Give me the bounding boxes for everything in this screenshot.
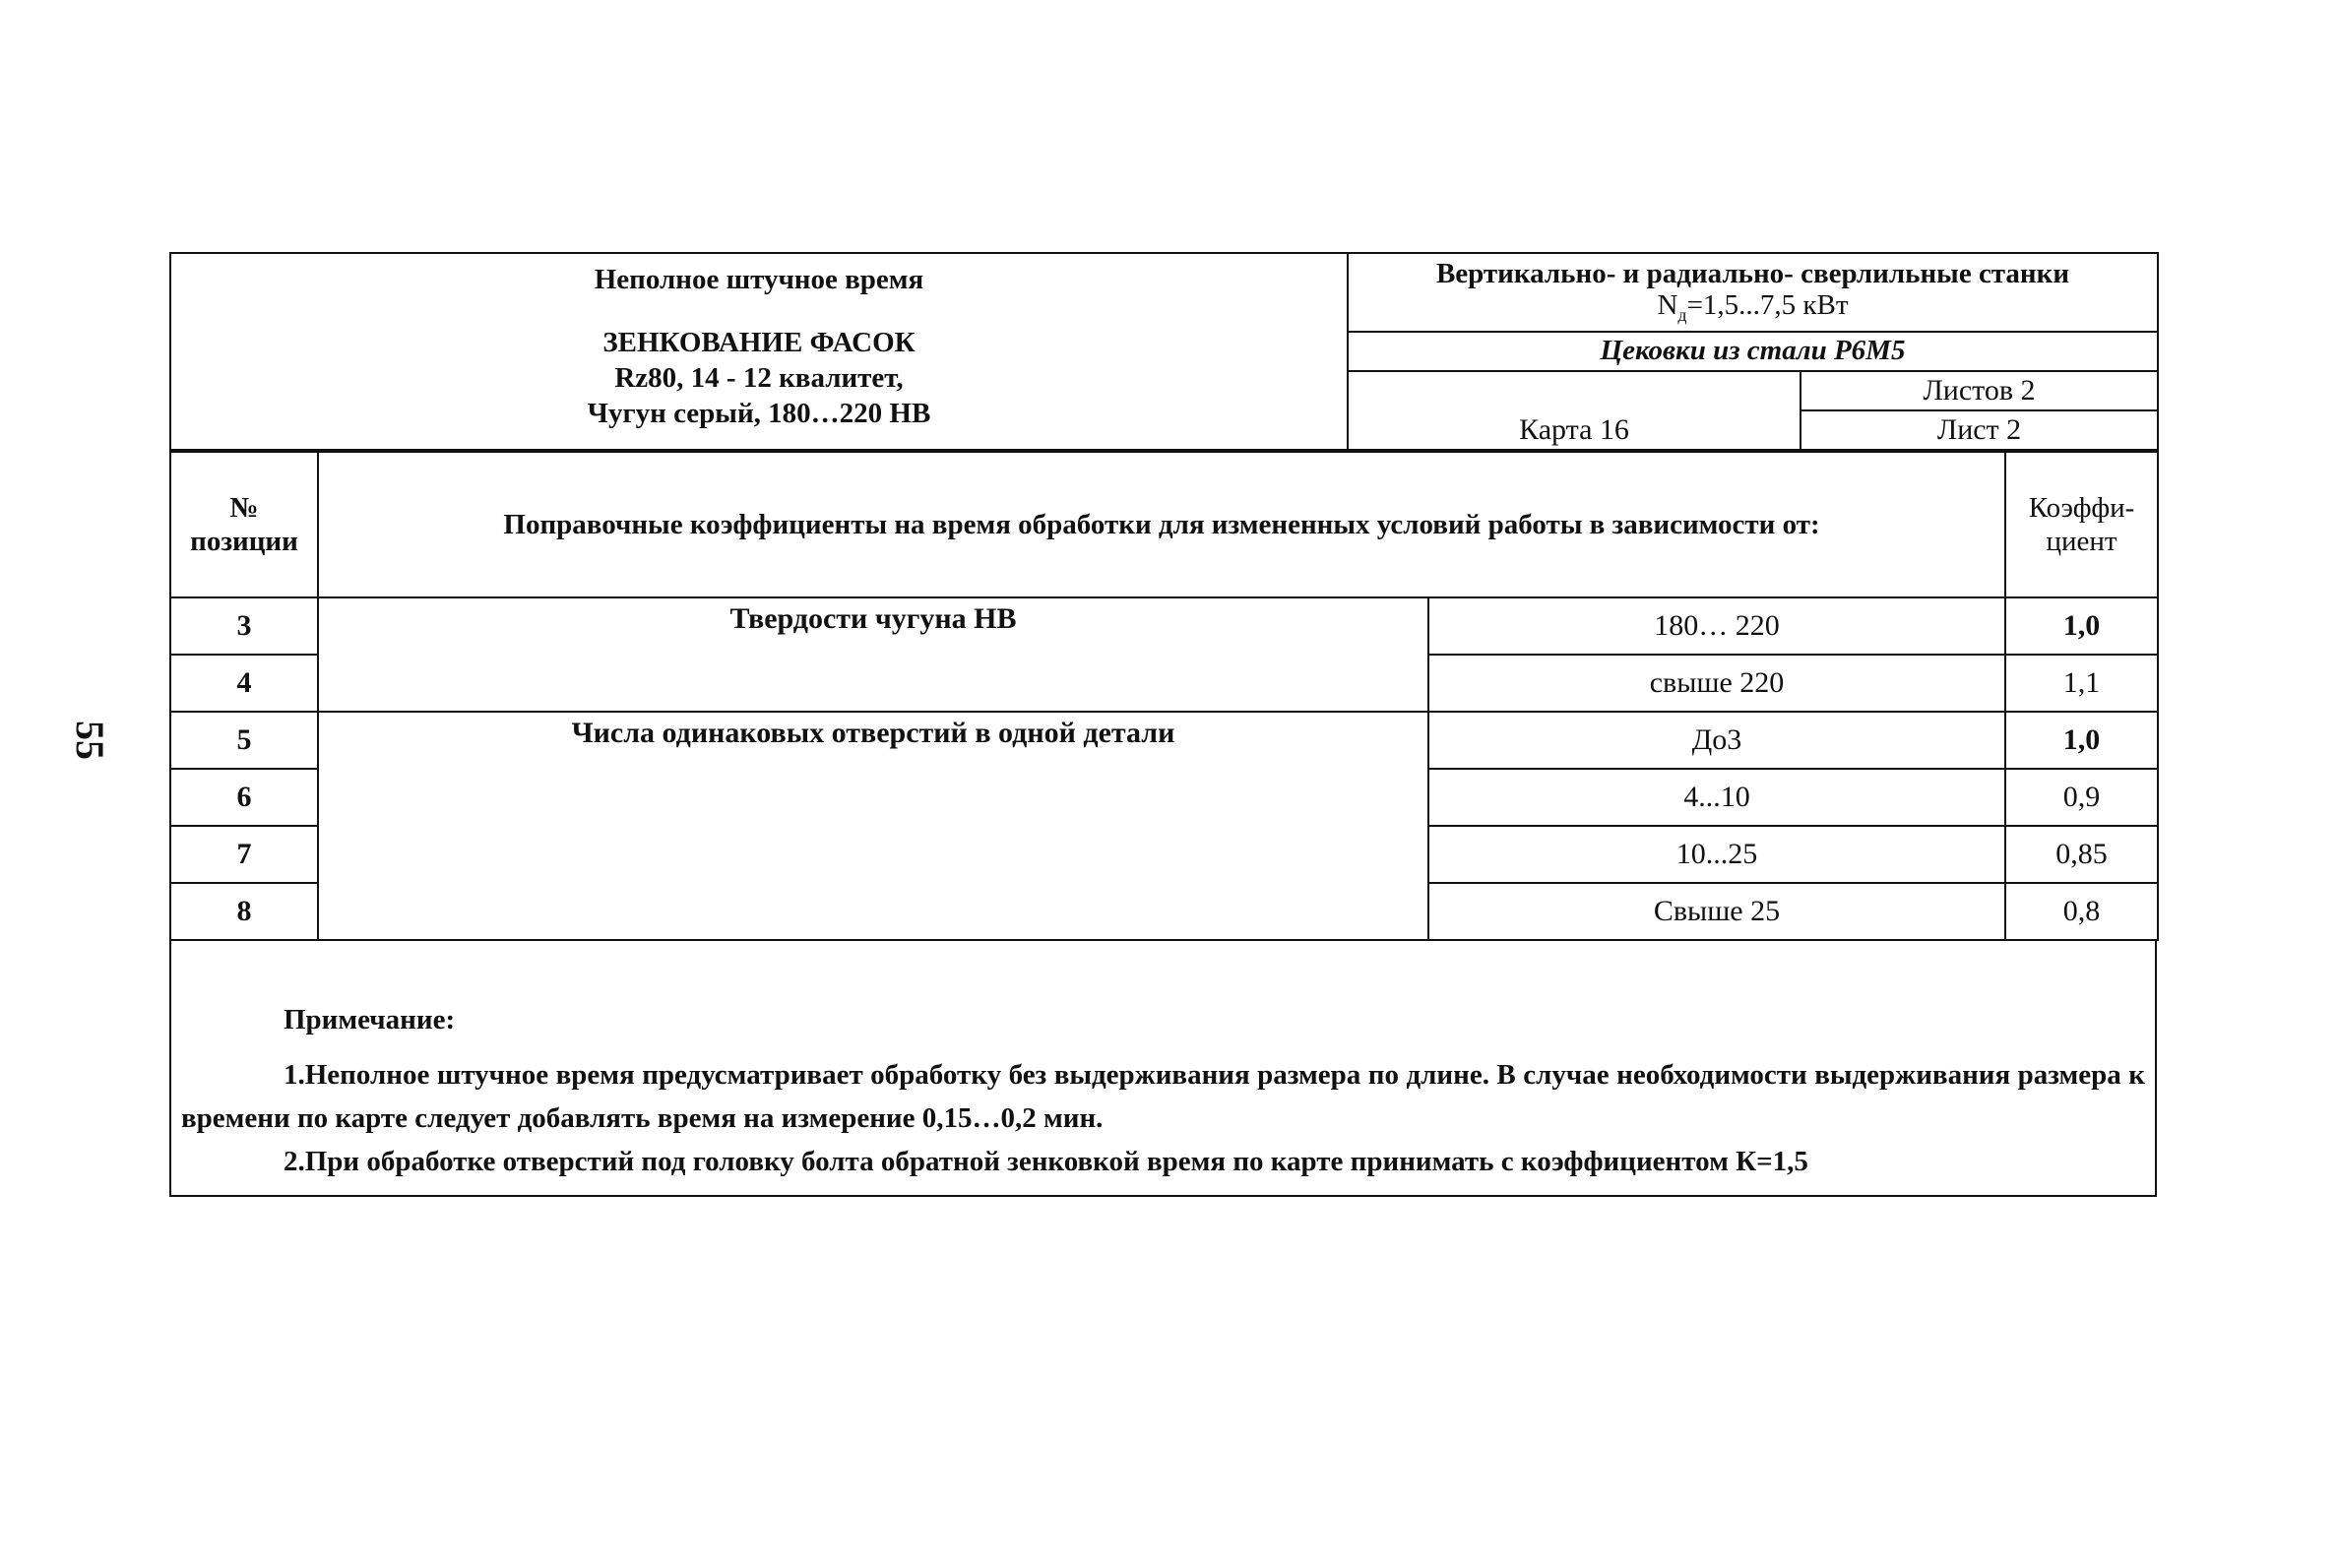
coefficient-cell: 0,85 — [2005, 826, 2158, 883]
title-incomplete-time: Неполное штучное время — [594, 264, 924, 295]
sheet-current: Лист 2 — [1801, 410, 2158, 450]
position-cell: 4 — [170, 655, 318, 712]
column-header-position: № позиции — [170, 452, 318, 597]
title-material: Чугун серый, 180…220 НВ — [587, 398, 931, 429]
condition-cell: 180… 220 — [1428, 597, 2005, 655]
card-header — [169, 252, 2159, 451]
condition-cell: 4...10 — [1428, 769, 2005, 826]
machine-type — [1348, 253, 2158, 332]
table-header-row — [170, 452, 2158, 597]
note-heading: Примечание: — [284, 1003, 456, 1035]
condition-cell: До3 — [1428, 712, 2005, 769]
note-item-2: 2.При обработке отверстий под головку болта обратной зенковкой время по карте принимать с коэффициентом К=1,5 — [284, 1145, 1808, 1177]
title-accuracy: Rz80, 14 - 12 квалитет, — [614, 362, 904, 394]
coefficients-table — [169, 451, 2159, 941]
column-header-description: Поправочные коэффициенты на время обработки для измененных условий работы в зависимости от: — [318, 452, 2005, 597]
title-block — [170, 253, 1348, 450]
condition-cell: свыше 220 — [1428, 655, 2005, 712]
condition-cell: 10...25 — [1428, 826, 2005, 883]
coefficient-cell: 0,8 — [2005, 883, 2158, 940]
factor-cell: Твердости чугуна НВ — [318, 597, 1428, 712]
machine-name: Вертикально- и радиально- сверлильные станки — [1435, 258, 2070, 289]
note-item-1: 1.Неполное штучное время предусматривает обработку без выдерживания размера по длине. В случае необходимости выдерживания размера к времени по карте следует добавлять время на измерение 0,15…0,2 мин. — [181, 1058, 2145, 1134]
note-block — [169, 941, 2157, 1197]
card-number: Карта 16 — [1348, 371, 1801, 450]
position-cell: 3 — [170, 597, 318, 655]
machine-power: $N_д=1,5...7,5$ кВт — [1657, 289, 1849, 325]
sheets-total: Листов 2 — [1801, 371, 2158, 410]
factor-cell: Числа одинаковых отверстий в одной детали — [318, 712, 1428, 940]
position-cell: 7 — [170, 826, 318, 883]
coefficient-cell: 1,0 — [2005, 712, 2158, 769]
title-operation: ЗЕНКОВАНИЕ ФАСОК — [602, 327, 916, 358]
page-number: 55 — [68, 721, 113, 760]
norm-card — [169, 252, 2157, 1197]
position-cell: 5 — [170, 712, 318, 769]
condition-cell: Свыше 25 — [1428, 883, 2005, 940]
column-header-coefficient: Коэффи- циент — [2005, 452, 2158, 597]
position-cell: 6 — [170, 769, 318, 826]
tool-type: Цековки из стали Р6М5 — [1348, 332, 2158, 371]
table-row — [170, 597, 2158, 655]
position-cell: 8 — [170, 883, 318, 940]
table-row — [170, 712, 2158, 769]
coefficient-cell: 0,9 — [2005, 769, 2158, 826]
coefficient-cell: 1,1 — [2005, 655, 2158, 712]
coefficient-cell: 1,0 — [2005, 597, 2158, 655]
